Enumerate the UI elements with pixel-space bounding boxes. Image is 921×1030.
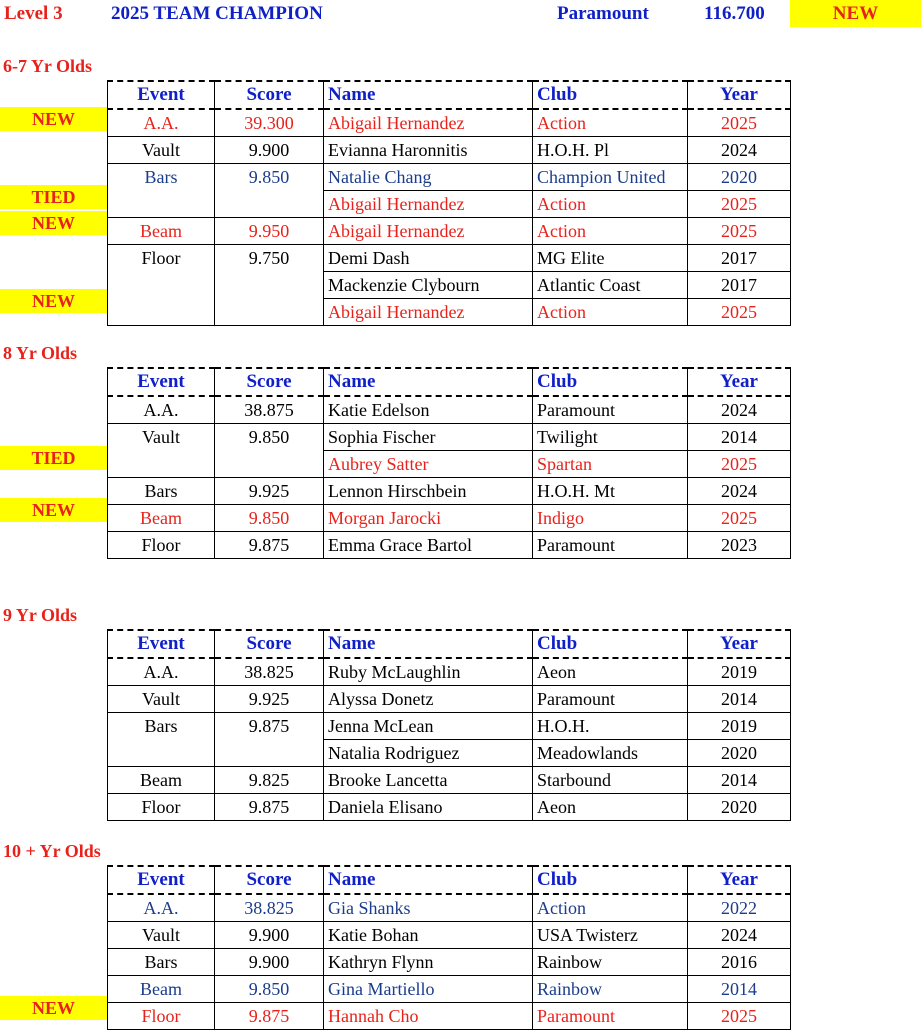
table-row (108, 245, 791, 272)
table-row (108, 164, 791, 191)
cell-score: 9.875 (215, 532, 324, 559)
column-header-year: Year (688, 630, 791, 658)
cell-name: Alyssa Donetz (324, 686, 533, 713)
table-row (108, 191, 791, 218)
cell-name: Sophia Fischer (324, 424, 533, 451)
cell-name: Evianna Haronnitis (324, 137, 533, 164)
cell-club: Champion United (533, 164, 688, 191)
table-row (108, 922, 791, 949)
cell-score: 9.925 (215, 478, 324, 505)
cell-event: A.A. (108, 658, 215, 686)
table-row (108, 976, 791, 1003)
cell-score: 9.900 (215, 922, 324, 949)
cell-name: Hannah Cho (324, 1003, 533, 1030)
new-record-badge: NEW (0, 498, 107, 522)
column-header-name: Name (324, 368, 533, 396)
cell-event: Beam (108, 218, 215, 245)
cell-event: Bars (108, 713, 215, 740)
cell-score: 9.850 (215, 976, 324, 1003)
cell-event: Vault (108, 922, 215, 949)
cell-name: Daniela Elisano (324, 794, 533, 821)
cell-year: 2025 (688, 1003, 791, 1030)
table-header-row (108, 630, 791, 658)
new-record-badge: NEW (0, 211, 107, 235)
cell-name: Natalie Chang (324, 164, 533, 191)
cell-club: Meadowlands (533, 740, 688, 767)
cell-score: 9.850 (215, 164, 324, 191)
cell-club: Aeon (533, 794, 688, 821)
column-header-score: Score (215, 630, 324, 658)
tied-record-badge: TIED (0, 185, 107, 209)
cell-name: Jenna McLean (324, 713, 533, 740)
cell-event: Bars (108, 164, 215, 191)
cell-score: 9.875 (215, 713, 324, 740)
cell-name: Lennon Hirschbein (324, 478, 533, 505)
table-header-row (108, 368, 791, 396)
cell-event: Vault (108, 686, 215, 713)
column-header-event: Event (108, 866, 215, 894)
cell-year: 2014 (688, 976, 791, 1003)
cell-year: 2019 (688, 658, 791, 686)
cell-year: 2020 (688, 794, 791, 821)
column-header-club: Club (533, 630, 688, 658)
table-header-row (108, 81, 791, 109)
cell-event: Vault (108, 137, 215, 164)
records-table (107, 367, 791, 559)
cell-score: 9.925 (215, 686, 324, 713)
table-row (108, 218, 791, 245)
champion-score: 116.700 (704, 3, 765, 24)
cell-score: 9.900 (215, 137, 324, 164)
cell-year: 2022 (688, 894, 791, 922)
cell-club: H.O.H. Pl (533, 137, 688, 164)
cell-event (108, 272, 215, 299)
new-record-badge: NEW (0, 107, 107, 131)
cell-event (108, 299, 215, 326)
cell-name: Morgan Jarocki (324, 505, 533, 532)
cell-score (215, 299, 324, 326)
cell-name: Ruby McLaughlin (324, 658, 533, 686)
column-header-name: Name (324, 630, 533, 658)
cell-club: Paramount (533, 1003, 688, 1030)
cell-year: 2020 (688, 164, 791, 191)
column-header-club: Club (533, 81, 688, 109)
cell-event (108, 191, 215, 218)
cell-score (215, 272, 324, 299)
section-title: 9 Yr Olds (3, 605, 78, 625)
cell-event: Beam (108, 976, 215, 1003)
cell-event: Floor (108, 1003, 215, 1030)
cell-score: 9.875 (215, 794, 324, 821)
records-table (107, 865, 791, 1030)
cell-event: Beam (108, 505, 215, 532)
tied-record-badge: TIED (0, 446, 107, 470)
table-row (108, 949, 791, 976)
cell-score: 38.825 (215, 894, 324, 922)
table-row (108, 505, 791, 532)
column-header-event: Event (108, 368, 215, 396)
table-row (108, 532, 791, 559)
column-header-year: Year (688, 866, 791, 894)
section-title: 8 Yr Olds (3, 343, 78, 363)
team-champion-label: 2025 TEAM CHAMPION (111, 3, 323, 24)
table-row (108, 424, 791, 451)
cell-event: Floor (108, 245, 215, 272)
table-row (108, 478, 791, 505)
cell-club: Action (533, 109, 688, 137)
cell-name: Abigail Hernandez (324, 218, 533, 245)
level-label: Level 3 (4, 3, 63, 24)
cell-club: Paramount (533, 396, 688, 424)
cell-score: 9.875 (215, 1003, 324, 1030)
column-header-name: Name (324, 866, 533, 894)
table-row (108, 1003, 791, 1030)
records-table (107, 629, 791, 821)
cell-name: Abigail Hernandez (324, 109, 533, 137)
cell-name: Demi Dash (324, 245, 533, 272)
table-row (108, 894, 791, 922)
table-row (108, 767, 791, 794)
cell-club: MG Elite (533, 245, 688, 272)
column-header-event: Event (108, 81, 215, 109)
section-title: 10 + Yr Olds (3, 841, 101, 861)
cell-score (215, 451, 324, 478)
column-header-score: Score (215, 81, 324, 109)
cell-score: 9.900 (215, 949, 324, 976)
column-header-score: Score (215, 368, 324, 396)
cell-score (215, 191, 324, 218)
cell-event: A.A. (108, 109, 215, 137)
cell-club: Action (533, 191, 688, 218)
cell-year: 2019 (688, 713, 791, 740)
cell-year: 2024 (688, 137, 791, 164)
cell-year: 2014 (688, 424, 791, 451)
cell-score: 9.950 (215, 218, 324, 245)
cell-year: 2024 (688, 396, 791, 424)
cell-year: 2017 (688, 245, 791, 272)
cell-club: Twilight (533, 424, 688, 451)
cell-event: A.A. (108, 396, 215, 424)
cell-club: Rainbow (533, 949, 688, 976)
cell-year: 2025 (688, 299, 791, 326)
cell-name: Abigail Hernandez (324, 299, 533, 326)
champion-new-badge: NEW (790, 0, 921, 27)
cell-year: 2025 (688, 218, 791, 245)
cell-year: 2025 (688, 451, 791, 478)
cell-name: Katie Bohan (324, 922, 533, 949)
cell-club: Starbound (533, 767, 688, 794)
cell-year: 2014 (688, 767, 791, 794)
new-record-badge: NEW (0, 289, 107, 313)
cell-event (108, 451, 215, 478)
cell-event: Beam (108, 767, 215, 794)
cell-event: Floor (108, 794, 215, 821)
cell-event (108, 740, 215, 767)
table-row (108, 109, 791, 137)
table-row (108, 740, 791, 767)
cell-club: Rainbow (533, 976, 688, 1003)
cell-event: A.A. (108, 894, 215, 922)
cell-year: 2014 (688, 686, 791, 713)
column-header-club: Club (533, 866, 688, 894)
column-header-name: Name (324, 81, 533, 109)
cell-club: Action (533, 299, 688, 326)
champion-club: Paramount (557, 3, 649, 24)
cell-club: Spartan (533, 451, 688, 478)
cell-score: 9.825 (215, 767, 324, 794)
column-header-event: Event (108, 630, 215, 658)
cell-score: 9.850 (215, 424, 324, 451)
cell-event: Vault (108, 424, 215, 451)
cell-year: 2020 (688, 740, 791, 767)
section-title: 6-7 Yr Olds (3, 56, 93, 76)
cell-score (215, 740, 324, 767)
cell-name: Brooke Lancetta (324, 767, 533, 794)
table-row (108, 713, 791, 740)
table-row (108, 396, 791, 424)
cell-year: 2025 (688, 109, 791, 137)
cell-score: 38.875 (215, 396, 324, 424)
column-header-club: Club (533, 368, 688, 396)
cell-club: Action (533, 894, 688, 922)
table-row (108, 451, 791, 478)
cell-name: Gia Shanks (324, 894, 533, 922)
cell-name: Kathryn Flynn (324, 949, 533, 976)
cell-club: Atlantic Coast (533, 272, 688, 299)
cell-score: 38.825 (215, 658, 324, 686)
cell-club: Indigo (533, 505, 688, 532)
cell-club: USA Twisterz (533, 922, 688, 949)
cell-name: Gina Martiello (324, 976, 533, 1003)
cell-name: Aubrey Satter (324, 451, 533, 478)
cell-year: 2023 (688, 532, 791, 559)
cell-score: 39.300 (215, 109, 324, 137)
cell-name: Abigail Hernandez (324, 191, 533, 218)
cell-club: H.O.H. Mt (533, 478, 688, 505)
cell-event: Floor (108, 532, 215, 559)
cell-year: 2017 (688, 272, 791, 299)
cell-score: 9.750 (215, 245, 324, 272)
cell-club: Paramount (533, 686, 688, 713)
cell-club: H.O.H. (533, 713, 688, 740)
new-record-badge: NEW (0, 996, 107, 1020)
table-row (108, 299, 791, 326)
table-row (108, 686, 791, 713)
column-header-score: Score (215, 866, 324, 894)
cell-name: Katie Edelson (324, 396, 533, 424)
cell-club: Aeon (533, 658, 688, 686)
records-table (107, 80, 791, 326)
cell-name: Emma Grace Bartol (324, 532, 533, 559)
cell-year: 2025 (688, 191, 791, 218)
cell-event: Bars (108, 478, 215, 505)
cell-year: 2025 (688, 505, 791, 532)
cell-year: 2024 (688, 478, 791, 505)
cell-year: 2016 (688, 949, 791, 976)
table-row (108, 137, 791, 164)
table-row (108, 272, 791, 299)
table-header-row (108, 866, 791, 894)
table-row (108, 658, 791, 686)
cell-event: Bars (108, 949, 215, 976)
column-header-year: Year (688, 81, 791, 109)
cell-name: Mackenzie Clybourn (324, 272, 533, 299)
cell-score: 9.850 (215, 505, 324, 532)
cell-club: Action (533, 218, 688, 245)
column-header-year: Year (688, 368, 791, 396)
cell-name: Natalia Rodriguez (324, 740, 533, 767)
cell-year: 2024 (688, 922, 791, 949)
cell-club: Paramount (533, 532, 688, 559)
table-row (108, 794, 791, 821)
